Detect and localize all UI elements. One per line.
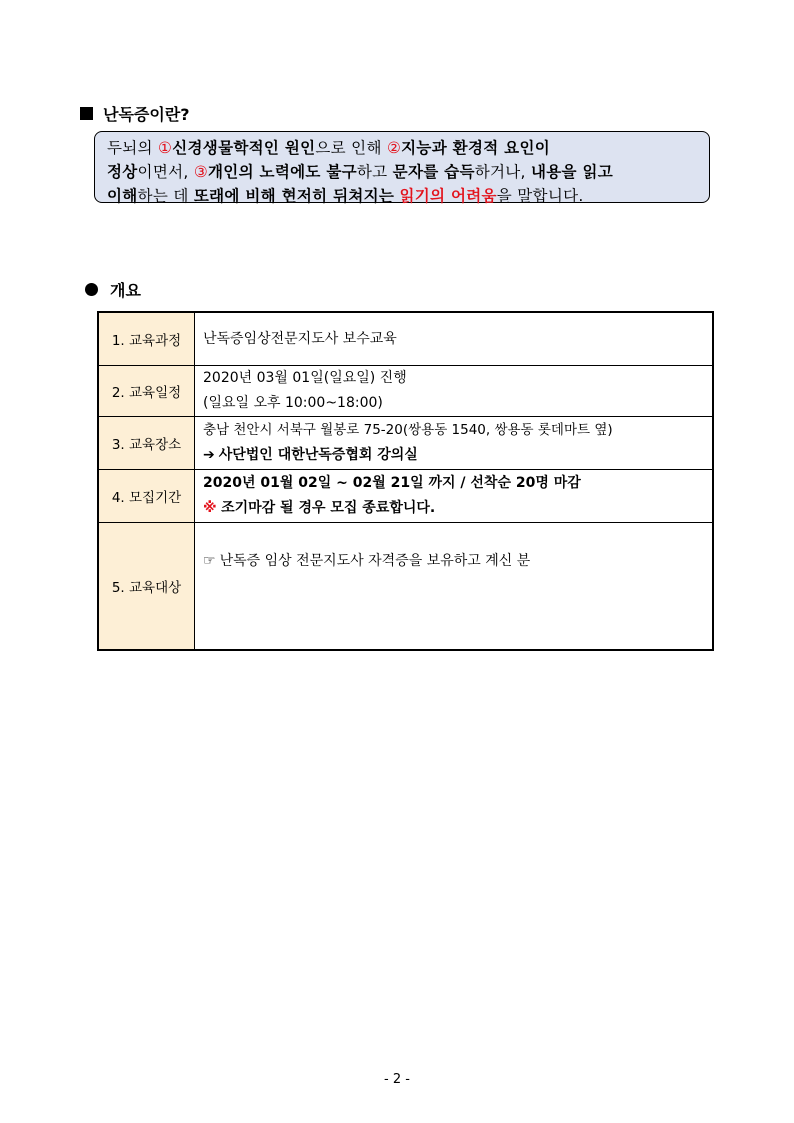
recruitment-period: 2020년 01월 02일 ~ 02월 21일 까지 / 선착순 20명 마감 bbox=[203, 475, 581, 491]
definition-text: 을 말합니다. bbox=[496, 187, 584, 205]
overview-heading bbox=[85, 278, 141, 301]
row-value-target bbox=[195, 523, 714, 651]
course-name: 난독증임상전문지도사 보수교육 bbox=[203, 331, 397, 347]
definition-emphasis: 개인의 노력에도 불구 bbox=[208, 163, 357, 181]
definition-box bbox=[94, 131, 710, 203]
location-address: 충남 천안시 서북구 월봉로 75-20(쌍용동 1540, 쌍용동 롯데마트 옆) bbox=[203, 422, 613, 438]
definition-text: 으로 인해 bbox=[315, 139, 387, 157]
overview-table bbox=[97, 311, 714, 651]
black-square-icon bbox=[80, 107, 93, 120]
definition-emphasis: 문자를 습득 bbox=[392, 163, 475, 181]
definition-key-phrase: 읽기의 어려움 bbox=[399, 187, 497, 205]
overview-heading-text: 개요 bbox=[110, 281, 141, 300]
venue-name: 사단법인 대한난독증협회 강의실 bbox=[218, 447, 418, 463]
row-label-location: 3. 교육장소 bbox=[98, 417, 195, 470]
right-arrow-icon: ➔ bbox=[203, 447, 215, 463]
recruitment-note bbox=[203, 496, 712, 521]
table-row bbox=[98, 417, 713, 470]
definition-text: 하거나, bbox=[474, 163, 532, 181]
black-circle-icon bbox=[85, 283, 98, 296]
schedule-date: 2020년 03월 01일(일요일) 진행 bbox=[203, 370, 407, 386]
reference-mark-icon: ※ bbox=[203, 500, 217, 516]
table-row bbox=[98, 366, 713, 417]
definition-text: 하는 데 bbox=[137, 187, 194, 205]
definition-emphasis: 또래에 비해 현저히 뒤쳐지는 bbox=[193, 187, 395, 205]
definition-heading bbox=[80, 102, 190, 125]
row-label-recruitment: 4. 모집기간 bbox=[98, 470, 195, 523]
definition-heading-text: 난독증이란? bbox=[103, 105, 190, 124]
row-value-schedule bbox=[195, 366, 714, 417]
definition-emphasis: 정상 bbox=[107, 163, 138, 181]
definition-emphasis: 지능과 환경적 요인이 bbox=[401, 139, 551, 157]
definition-line-3 bbox=[107, 184, 697, 208]
early-close-note: 조기마감 될 경우 모집 종료합니다. bbox=[221, 500, 436, 516]
circled-number-2: ② bbox=[386, 139, 402, 157]
table-row bbox=[98, 312, 713, 366]
row-value-recruitment bbox=[195, 470, 714, 523]
definition-text: 이면서, bbox=[137, 163, 194, 181]
definition-emphasis: 신경생물학적인 원인 bbox=[172, 139, 316, 157]
definition-emphasis: 내용을 읽고 bbox=[531, 163, 614, 181]
row-value-location bbox=[195, 417, 714, 470]
definition-line-2 bbox=[107, 160, 697, 184]
location-venue bbox=[203, 443, 712, 468]
row-value-course bbox=[195, 312, 714, 366]
definition-emphasis: 이해 bbox=[107, 187, 138, 205]
pointing-hand-icon: ☞ bbox=[203, 553, 216, 569]
circled-number-3: ③ bbox=[193, 163, 209, 181]
row-label-target: 5. 교육대상 bbox=[98, 523, 195, 651]
row-label-schedule: 2. 교육일정 bbox=[98, 366, 195, 417]
definition-text: 하고 bbox=[356, 163, 393, 181]
schedule-time: (일요일 오후 10:00~18:00) bbox=[203, 395, 383, 411]
target-audience: 난독증 임상 전문지도사 자격증을 보유하고 계신 분 bbox=[219, 553, 531, 569]
definition-line-1 bbox=[107, 136, 697, 160]
page-number: - 2 - bbox=[384, 1072, 410, 1087]
table-row bbox=[98, 470, 713, 523]
table-row bbox=[98, 523, 713, 651]
definition-text: 두뇌의 bbox=[107, 139, 159, 157]
row-label-course: 1. 교육과정 bbox=[98, 312, 195, 366]
circled-number-1: ① bbox=[158, 139, 173, 157]
